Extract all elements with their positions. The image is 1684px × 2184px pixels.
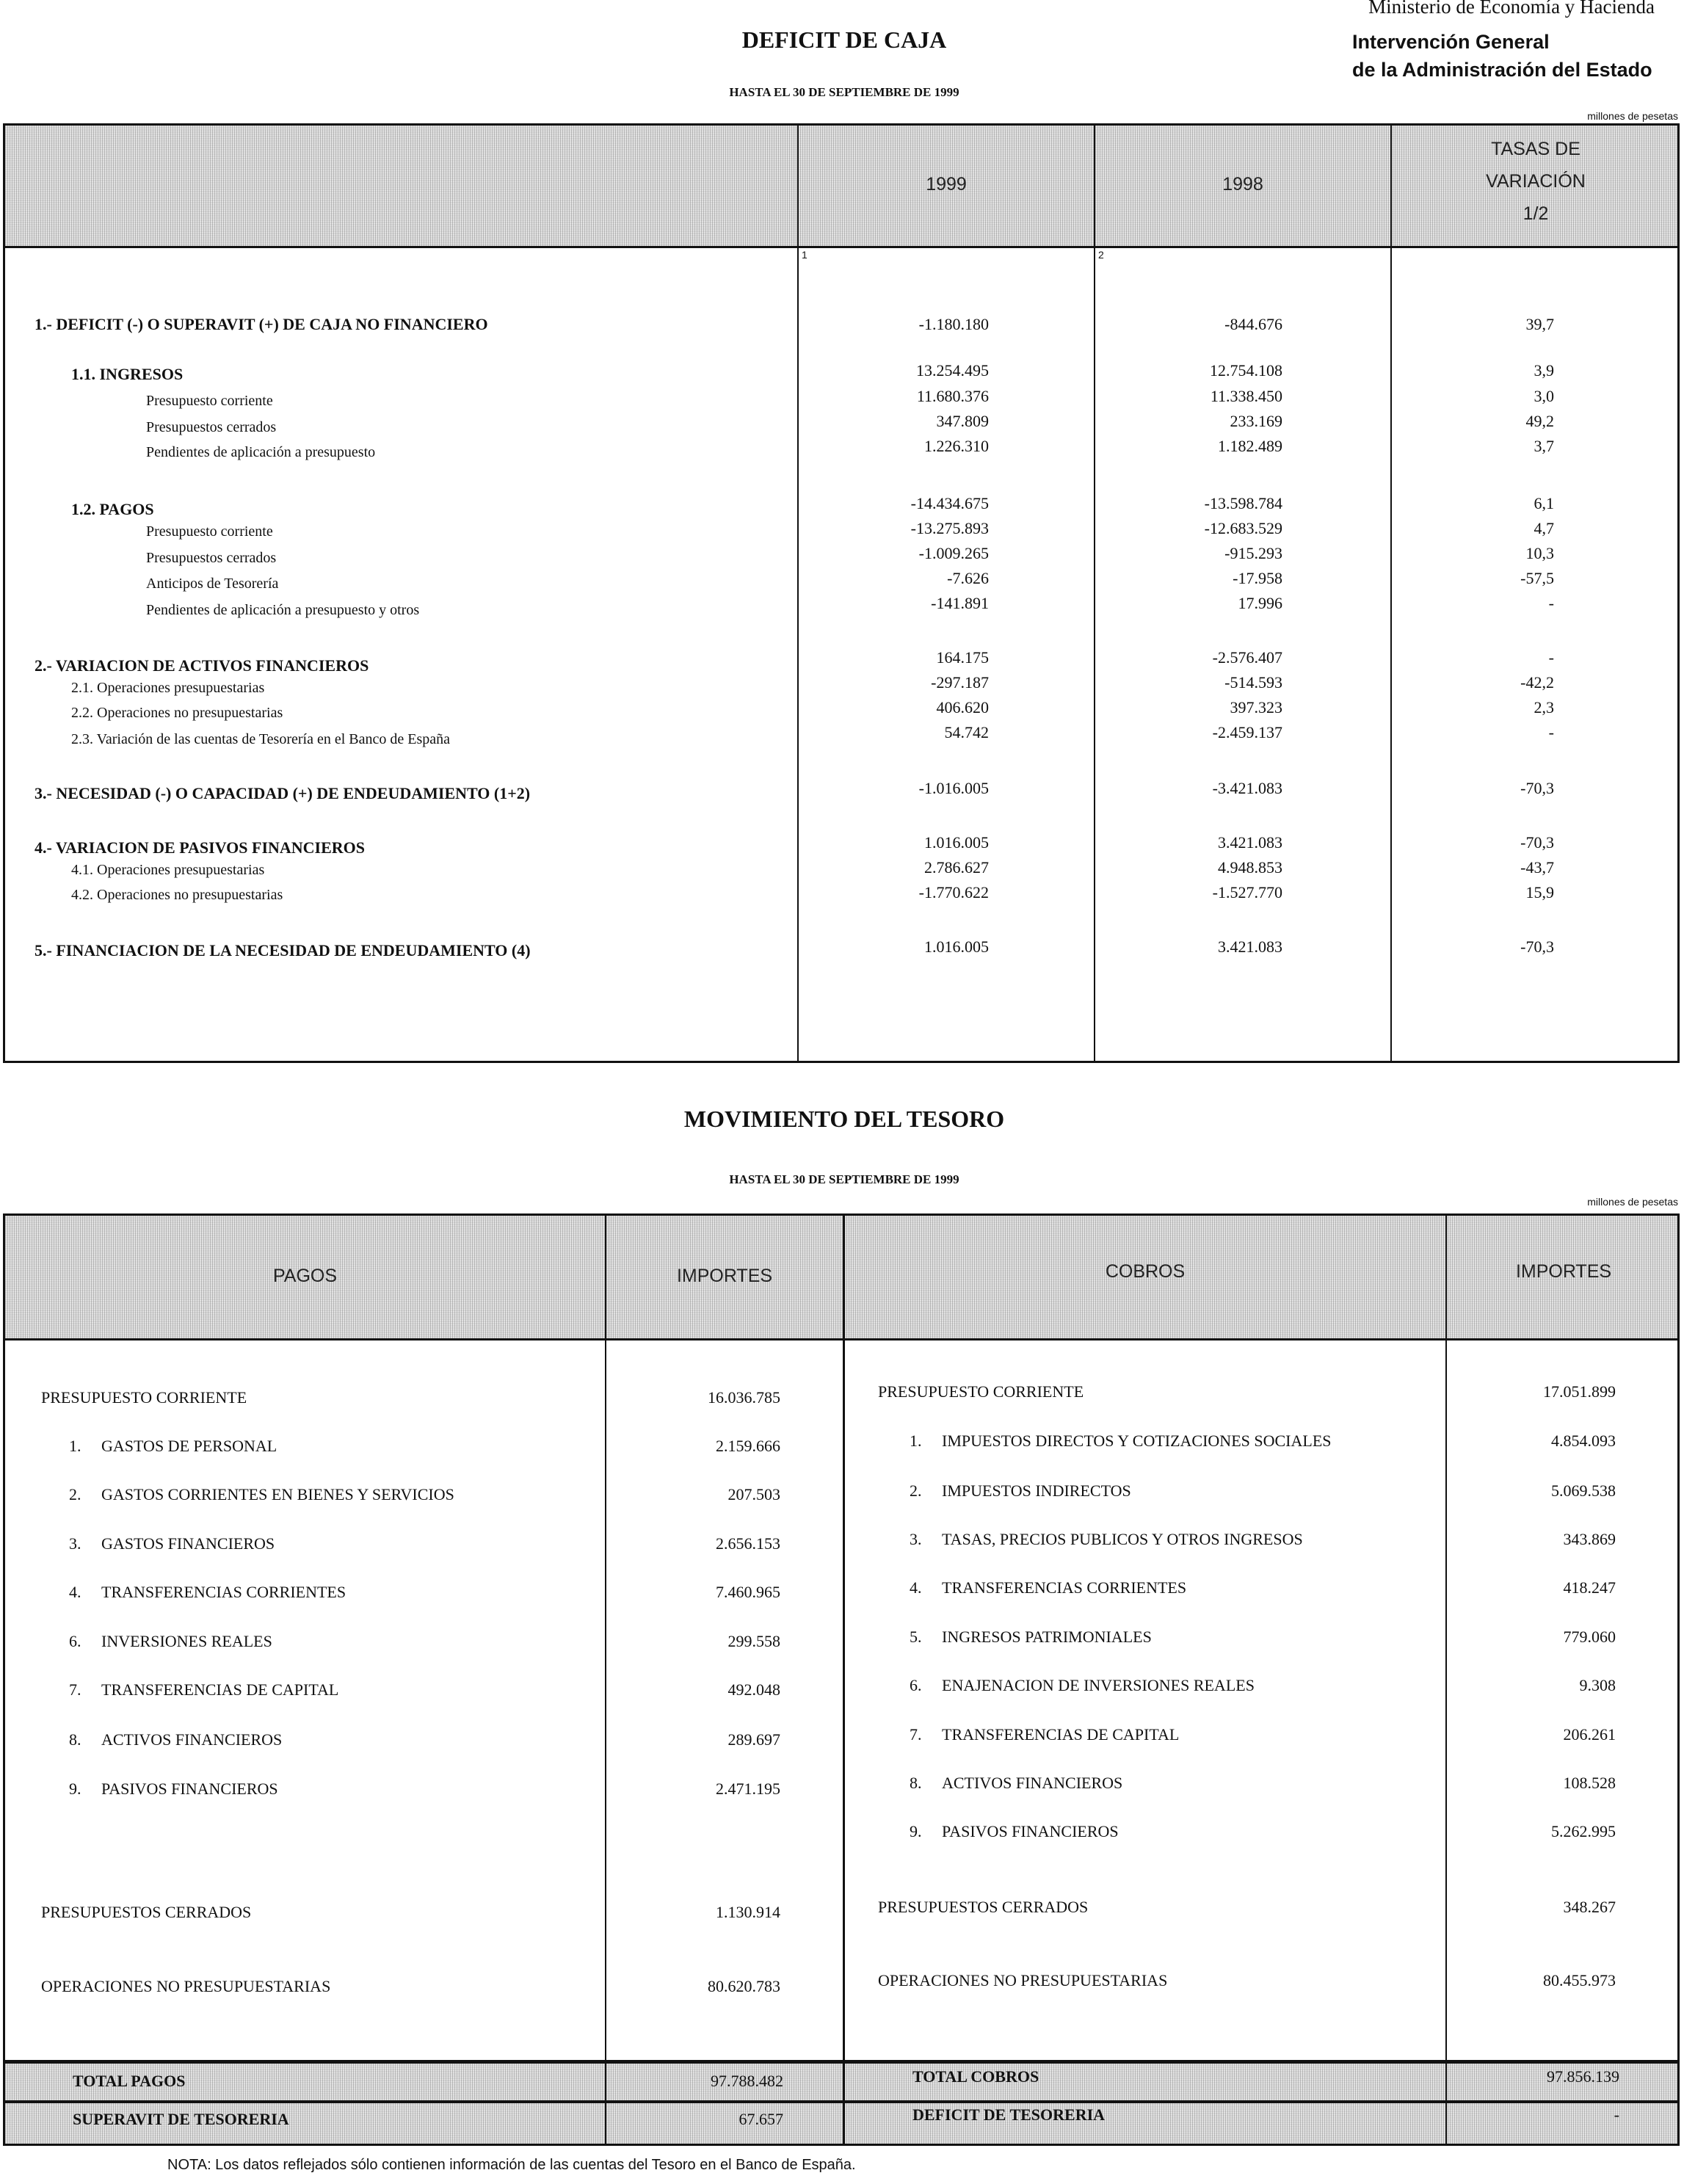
rate-value: 3,0	[1534, 387, 1554, 405]
value-1999: 1.226.310	[924, 437, 989, 455]
value-1998: 17.996	[1238, 594, 1282, 612]
col-header-1999: 1999	[926, 174, 967, 195]
value-1999: -1.180.180	[918, 315, 989, 333]
value-1999: -13.275.893	[910, 519, 989, 537]
cobros-item-label: PASIVOS FINANCIEROS	[942, 1822, 1119, 1840]
cobros-section-label: PRESUPUESTOS CERRADOS	[878, 1898, 1089, 1916]
col-header-importes-cobros: IMPORTES	[1515, 1261, 1612, 1282]
col-header-importes-pagos: IMPORTES	[676, 1266, 773, 1286]
row-label: 4.1. Operaciones presupuestarias	[71, 862, 265, 878]
pagos-item-number: 9.	[69, 1780, 81, 1798]
value-1999: 164.175	[936, 648, 989, 667]
value-1999: -14.434.675	[910, 494, 989, 512]
value-1998: -13.598.784	[1204, 494, 1282, 512]
value-1998: -915.293	[1224, 544, 1282, 562]
pagos-item-label: GASTOS FINANCIEROS	[101, 1534, 275, 1553]
row-label: 2.2. Operaciones no presupuestarias	[71, 705, 283, 721]
deficit-subtitle: HASTA EL 30 DE SEPTIEMBRE DE 1999	[729, 85, 959, 99]
cobros-amount: 5.262.995	[1551, 1822, 1616, 1840]
pagos-amount: 2.656.153	[716, 1534, 780, 1553]
cobros-amount: 343.869	[1563, 1530, 1616, 1548]
rate-value: 15,9	[1525, 883, 1554, 901]
rate-header-line3: 1/2	[1523, 203, 1549, 224]
cobros-amount: 4.854.093	[1551, 1432, 1616, 1450]
total-cobros-value: 97.856.139	[1547, 2067, 1619, 2086]
office-line-2: de la Administración del Estado	[1352, 59, 1652, 81]
pagos-amount: 7.460.965	[716, 1583, 780, 1601]
value-1999: 13.254.495	[916, 361, 989, 380]
cobros-item-number: 8.	[910, 1774, 922, 1792]
cobros-item-label: TRANSFERENCIAS DE CAPITAL	[942, 1725, 1180, 1744]
pagos-amount: 289.697	[727, 1730, 780, 1749]
cobros-amount: 5.069.538	[1551, 1481, 1616, 1500]
value-1999: 347.809	[936, 412, 989, 430]
value-1999: 2.786.627	[924, 858, 989, 877]
cobros-amount: 779.060	[1563, 1628, 1616, 1646]
pagos-amount: 1.130.914	[716, 1903, 780, 1921]
col-divider	[843, 1216, 845, 2144]
row-label: Presupuestos cerrados	[146, 550, 277, 566]
cobros-item-number: 3.	[910, 1530, 922, 1548]
cobros-item-number: 9.	[910, 1822, 922, 1840]
col-header-1998: 1998	[1222, 174, 1263, 195]
total-pagos-label: TOTAL PAGOS	[73, 2072, 186, 2090]
row-label: Presupuesto corriente	[146, 393, 273, 409]
cobros-item-number: 7.	[910, 1725, 922, 1744]
superavit-label: SUPERAVIT DE TESORERIA	[73, 2110, 289, 2128]
value-1998: -12.683.529	[1204, 519, 1282, 537]
footnote: NOTA: Los datos reflejados sólo contienen información de las cuentas del Tesoro en el Banco de España.	[167, 2157, 856, 2173]
rate-value: -	[1548, 594, 1554, 612]
cobros-amount: 348.267	[1563, 1898, 1616, 1916]
pagos-item-number: 4.	[69, 1583, 81, 1601]
pagos-item-label: INVERSIONES REALES	[101, 1632, 272, 1650]
cobros-item-label: IMPUESTOS DIRECTOS Y COTIZACIONES SOCIALES	[942, 1432, 1332, 1450]
row-label: Pendientes de aplicación a presupuesto	[146, 444, 376, 460]
pagos-section-label: PRESUPUESTOS CERRADOS	[41, 1903, 252, 1921]
pagos-item-number: 1.	[69, 1437, 81, 1455]
pagos-item-number: 7.	[69, 1680, 81, 1699]
cobros-item-label: ENAJENACION DE INVERSIONES REALES	[942, 1676, 1255, 1694]
office-line-1: Intervención General	[1352, 31, 1550, 53]
rate-value: -70,3	[1520, 833, 1554, 852]
value-1998: 11.338.450	[1210, 387, 1282, 405]
pagos-section-label: PRESUPUESTO CORRIENTE	[41, 1388, 247, 1407]
cobros-item-label: INGRESOS PATRIMONIALES	[942, 1628, 1152, 1646]
value-1998: 1.182.489	[1218, 437, 1282, 455]
value-1999: -1.770.622	[918, 883, 989, 901]
deficit-table	[3, 123, 1680, 1063]
cobros-item-number: 5.	[910, 1628, 922, 1646]
col-marker-2: 2	[1098, 249, 1104, 261]
cobros-item-label: TRANSFERENCIAS CORRIENTES	[942, 1578, 1187, 1597]
cobros-item-label: TASAS, PRECIOS PUBLICOS Y OTROS INGRESOS	[942, 1530, 1303, 1548]
row-label: Pendientes de aplicación a presupuesto y otros	[146, 602, 420, 618]
deficit-title: DEFICIT DE CAJA	[741, 26, 947, 53]
col-header-rate	[1392, 133, 1680, 230]
header-divider	[5, 1338, 1677, 1340]
pagos-item-number: 6.	[69, 1632, 81, 1650]
col-divider	[605, 1216, 606, 2144]
total-cobros-label: TOTAL COBROS	[912, 2067, 1039, 2086]
rate-value: -	[1548, 648, 1554, 667]
rate-value: 6,1	[1534, 494, 1554, 512]
rate-value: -57,5	[1520, 569, 1554, 587]
value-1998: -844.676	[1224, 315, 1282, 333]
value-1999: 1.016.005	[924, 833, 989, 852]
col-divider	[797, 126, 799, 1061]
pagos-item-label: TRANSFERENCIAS CORRIENTES	[101, 1583, 346, 1601]
pagos-amount: 2.159.666	[716, 1437, 780, 1455]
pagos-item-label: GASTOS CORRIENTES EN BIENES Y SERVICIOS	[101, 1485, 454, 1503]
row-label: 2.- VARIACION DE ACTIVOS FINANCIEROS	[35, 656, 369, 675]
value-1998: 4.948.853	[1218, 858, 1282, 877]
row-label: 5.- FINANCIACION DE LA NECESIDAD DE ENDEUDAMIENTO (4)	[35, 941, 531, 959]
row-label: 2.3. Variación de las cuentas de Tesorería en el Banco de España	[71, 731, 450, 747]
rate-value: 49,2	[1525, 412, 1554, 430]
rate-value: 2,3	[1534, 698, 1554, 716]
cobros-item-label: IMPUESTOS INDIRECTOS	[942, 1481, 1131, 1500]
pagos-item-number: 8.	[69, 1730, 81, 1749]
value-1999: 11.680.376	[916, 387, 989, 405]
cobros-item-number: 4.	[910, 1578, 922, 1597]
row-label: 1.- DEFICIT (-) O SUPERAVIT (+) DE CAJA NO FINANCIERO	[35, 315, 488, 333]
value-1998: -2.576.407	[1212, 648, 1282, 667]
value-1999: 406.620	[936, 698, 989, 716]
pagos-item-number: 2.	[69, 1485, 81, 1503]
pagos-item-label: ACTIVOS FINANCIEROS	[101, 1730, 283, 1749]
row-label: Presupuestos cerrados	[146, 419, 277, 435]
col-header-pagos: PAGOS	[272, 1266, 338, 1286]
value-1998: 233.169	[1230, 412, 1282, 430]
rate-value: -	[1548, 723, 1554, 741]
totals-divider	[5, 2100, 1677, 2103]
cobros-amount: 418.247	[1563, 1578, 1616, 1597]
deficit-tesoreria-label: DEFICIT DE TESORERIA	[912, 2105, 1106, 2124]
col-divider	[1390, 126, 1392, 1061]
pagos-item-number: 3.	[69, 1534, 81, 1553]
totals-divider	[5, 2060, 1677, 2064]
value-1998: -1.527.770	[1212, 883, 1282, 901]
col-header-cobros: COBROS	[1105, 1261, 1186, 1282]
row-label: 3.- NECESIDAD (-) O CAPACIDAD (+) DE ENDEUDAMIENTO (1+2)	[35, 784, 531, 802]
row-label: 1.1. INGRESOS	[71, 365, 184, 383]
cobros-item-number: 6.	[910, 1676, 922, 1694]
col-divider	[1094, 126, 1095, 1061]
value-1998: -17.958	[1233, 569, 1282, 587]
cobros-item-number: 1.	[910, 1432, 922, 1450]
value-1998: -514.593	[1224, 673, 1282, 692]
rate-value: -70,3	[1520, 779, 1554, 797]
rate-value: 3,9	[1534, 361, 1554, 380]
ministry-name: Ministerio de Economía y Hacienda	[1368, 0, 1655, 18]
row-label: 4.2. Operaciones no presupuestarias	[71, 887, 283, 903]
tesoro-table	[3, 1213, 1680, 2146]
rate-value: 39,7	[1525, 315, 1554, 333]
value-1999: -7.626	[947, 569, 989, 587]
deficit-tesoreria-value: -	[1614, 2105, 1619, 2124]
col-divider	[1445, 1216, 1447, 2144]
cobros-item-label: ACTIVOS FINANCIEROS	[942, 1774, 1123, 1792]
value-1999: -141.891	[931, 594, 989, 612]
rate-value: 10,3	[1525, 544, 1554, 562]
cobros-amount: 80.455.973	[1543, 1971, 1616, 1989]
pagos-amount: 492.048	[727, 1680, 780, 1699]
pagos-amount: 16.036.785	[708, 1388, 780, 1407]
superavit-value: 67.657	[738, 2110, 783, 2128]
deficit-units: millones de pesetas	[1587, 110, 1678, 122]
cobros-section-label: OPERACIONES NO PRESUPUESTARIAS	[878, 1971, 1168, 1989]
pagos-item-label: PASIVOS FINANCIEROS	[101, 1780, 278, 1798]
value-1998: 3.421.083	[1218, 937, 1282, 956]
value-1999: -1.009.265	[918, 544, 989, 562]
rate-value: -42,2	[1520, 673, 1554, 692]
pagos-amount: 207.503	[727, 1485, 780, 1503]
rate-value: -70,3	[1520, 937, 1554, 956]
header-divider	[5, 246, 1677, 248]
value-1999: -1.016.005	[918, 779, 989, 797]
value-1998: -2.459.137	[1212, 723, 1282, 741]
col-marker-1: 1	[802, 249, 807, 261]
cobros-section-label: PRESUPUESTO CORRIENTE	[878, 1382, 1084, 1401]
rate-value: 4,7	[1534, 519, 1554, 537]
value-1998: -3.421.083	[1212, 779, 1282, 797]
cobros-amount: 108.528	[1563, 1774, 1616, 1792]
value-1999: 54.742	[944, 723, 989, 741]
total-pagos-value: 97.788.482	[711, 2072, 783, 2090]
value-1999: 1.016.005	[924, 937, 989, 956]
rate-header-line1: TASAS DE	[1491, 139, 1580, 159]
value-1999: -297.187	[931, 673, 989, 692]
tesoro-title: MOVIMIENTO DEL TESORO	[683, 1106, 1005, 1132]
value-1998: 12.754.108	[1210, 361, 1282, 380]
tesoro-subtitle: HASTA EL 30 DE SEPTIEMBRE DE 1999	[729, 1172, 959, 1186]
rate-value: 3,7	[1534, 437, 1554, 455]
pagos-amount: 2.471.195	[716, 1780, 780, 1798]
pagos-item-label: GASTOS DE PERSONAL	[101, 1437, 277, 1455]
row-label: 2.1. Operaciones presupuestarias	[71, 680, 265, 696]
pagos-section-label: OPERACIONES NO PRESUPUESTARIAS	[41, 1977, 331, 1995]
cobros-amount: 17.051.899	[1543, 1382, 1616, 1401]
row-label: 1.2. PAGOS	[71, 500, 154, 518]
value-1998: 397.323	[1230, 698, 1282, 716]
pagos-amount: 80.620.783	[708, 1977, 780, 1995]
cobros-amount: 206.261	[1563, 1725, 1616, 1744]
row-label: 4.- VARIACION DE PASIVOS FINANCIEROS	[35, 838, 366, 857]
pagos-amount: 299.558	[727, 1632, 780, 1650]
pagos-item-label: TRANSFERENCIAS DE CAPITAL	[101, 1680, 339, 1699]
cobros-item-number: 2.	[910, 1481, 922, 1500]
rate-header-line2: VARIACIÓN	[1486, 171, 1586, 192]
rate-value: -43,7	[1520, 858, 1554, 877]
row-label: Presupuesto corriente	[146, 523, 273, 540]
row-label: Anticipos de Tesorería	[146, 576, 279, 592]
tesoro-units: millones de pesetas	[1587, 1196, 1678, 1208]
value-1998: 3.421.083	[1218, 833, 1282, 852]
cobros-amount: 9.308	[1579, 1676, 1616, 1694]
